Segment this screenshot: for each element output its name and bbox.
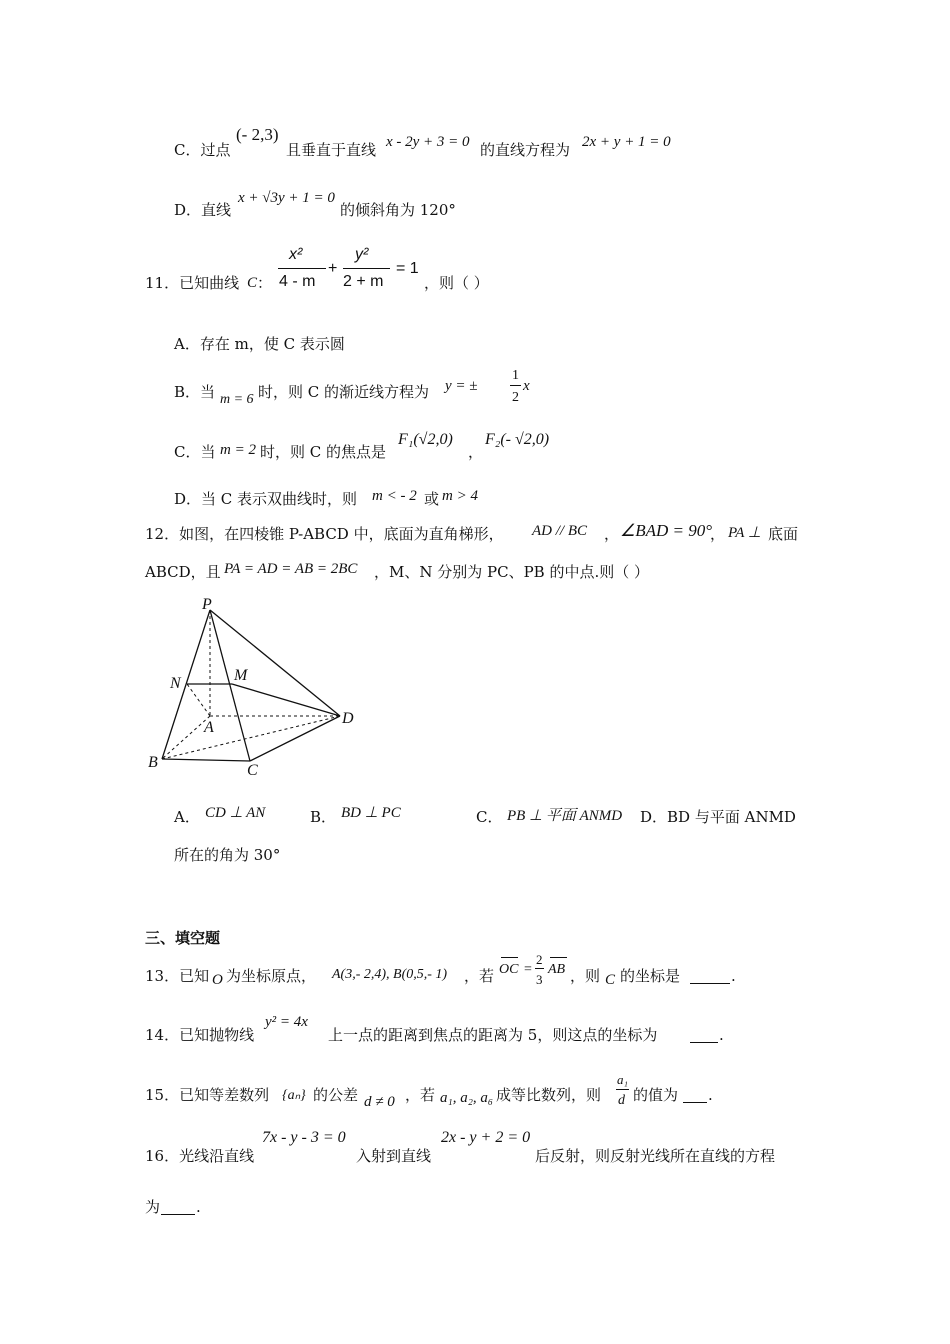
q11-option-d-pre: D．当 C 表示双曲线时，则 bbox=[174, 490, 358, 508]
q14-answer-blank[interactable] bbox=[690, 1028, 718, 1043]
q10-option-c-answer: 2x + y + 1 = 0 bbox=[582, 134, 671, 150]
q13-mid: 为坐标原点， bbox=[226, 967, 317, 985]
q11-frac1-den: 4 - m bbox=[279, 273, 316, 290]
q11-option-c-f2: F₂(- √2,0) bbox=[485, 431, 550, 448]
q13-vector-ab-arrow bbox=[550, 957, 567, 958]
q12-angle: ∠BAD = 90° bbox=[620, 521, 713, 540]
q12-option-a-expr: CD ⊥ AN bbox=[205, 805, 266, 821]
q11-option-b-pre: B．当 bbox=[174, 383, 216, 401]
q12-option-b-label: B． bbox=[310, 808, 337, 826]
q16-line2: 2x - y + 2 = 0 bbox=[441, 1129, 531, 1146]
q13-ruo: ，若 bbox=[464, 967, 495, 985]
q10-option-c-tail: 的直线方程为 bbox=[480, 141, 571, 159]
q15-mid3: 成等比数列，则 bbox=[496, 1086, 602, 1104]
q11-option-d-cond2: m > 4 bbox=[442, 488, 478, 504]
q15-num: a₁ bbox=[617, 1072, 629, 1087]
q15-mid: 的公差 bbox=[313, 1086, 359, 1104]
edge-cd bbox=[250, 716, 340, 761]
hidden-segment-bd bbox=[162, 716, 340, 759]
q13-den: 3 bbox=[536, 972, 543, 987]
q11-stem-suffix: ，则（ ） bbox=[424, 274, 489, 292]
q12-option-a-label: A． bbox=[174, 808, 200, 826]
q16-mid: 入射到直线 bbox=[356, 1147, 432, 1165]
q14-tail: 上一点的距离到焦点的距离为 5，则这点的坐标为 bbox=[328, 1026, 658, 1044]
q11-frac1-num: x² bbox=[289, 246, 303, 263]
q12-parallel: AD // BC bbox=[532, 523, 587, 539]
q10-option-c-point: (- 2,3) bbox=[236, 125, 279, 144]
q11-option-c-f1: F₁(√2,0) bbox=[398, 431, 453, 448]
q12-stem-line1-b: 底面 bbox=[768, 525, 799, 543]
q10-option-d-label: D．直线 bbox=[174, 201, 232, 219]
q11-equals: = 1 bbox=[396, 260, 419, 277]
q11-option-b-var: x bbox=[523, 378, 530, 394]
q11-option-b-den: 2 bbox=[512, 390, 519, 405]
q10-option-c-label: C．过点 bbox=[174, 141, 231, 159]
q12-sep1: ， bbox=[604, 525, 620, 543]
edge-bc bbox=[162, 759, 250, 761]
q13-num: 2 bbox=[536, 952, 543, 967]
q11-option-c-pre: C．当 bbox=[174, 443, 216, 461]
q16-answer-blank[interactable] bbox=[161, 1200, 195, 1215]
q13-tail: 的坐标是 bbox=[620, 967, 681, 985]
q13-eq: = bbox=[524, 962, 532, 977]
edge-pd bbox=[210, 610, 340, 716]
q13-vector-oc: OC bbox=[499, 962, 519, 977]
q11-option-d-or: 或 bbox=[424, 490, 440, 508]
q16-line2-pre: 为 bbox=[145, 1198, 161, 1216]
q13-vector-oc-arrow bbox=[501, 957, 518, 958]
q16-line1: 7x - y - 3 = 0 bbox=[262, 1129, 346, 1146]
q10-option-c-mid: 且垂直于直线 bbox=[286, 141, 377, 159]
q11-option-b-eq: y = ± bbox=[445, 378, 478, 394]
q12-perp: PA ⊥ bbox=[728, 525, 761, 541]
q12-option-c-expr: PB ⊥ 平面 ANMD bbox=[507, 808, 623, 824]
q11-curve-name: C bbox=[247, 275, 258, 291]
q11-option-c-cond: m = 2 bbox=[220, 442, 256, 458]
q15-cond: d ≠ 0 bbox=[364, 1094, 395, 1110]
q13-origin: O bbox=[212, 972, 223, 988]
q14-pre: 14．已知抛物线 bbox=[145, 1026, 255, 1044]
label-n: N bbox=[170, 675, 181, 692]
q11-plus: + bbox=[328, 260, 338, 277]
label-c: C bbox=[247, 762, 258, 779]
q11-option-b-cond: m = 6 bbox=[220, 392, 254, 407]
q12-option-d-cont: 所在的角为 30° bbox=[174, 846, 281, 864]
q15-frac-bar bbox=[616, 1089, 629, 1090]
q15-answer-blank[interactable] bbox=[683, 1088, 707, 1103]
q10-option-d-line: x + √3y + 1 = 0 bbox=[238, 190, 335, 206]
q13-points: A(3,- 2,4), B(0,5,- 1) bbox=[332, 967, 448, 982]
q13-vector-ab: AB bbox=[548, 962, 566, 977]
hidden-segment-an bbox=[187, 684, 210, 716]
q11-option-b-num: 1 bbox=[512, 368, 519, 383]
q11-frac1-bar bbox=[278, 268, 326, 269]
q11-stem-prefix: 11．已知曲线 bbox=[145, 274, 240, 292]
q14-dot: . bbox=[719, 1026, 724, 1044]
q15-seq: {aₙ} bbox=[282, 1088, 306, 1103]
q15-dot: . bbox=[708, 1086, 713, 1104]
q15-mid2: ，若 bbox=[405, 1086, 436, 1104]
q13-frac-bar bbox=[535, 968, 544, 969]
segment-md bbox=[232, 684, 340, 716]
q16-pre: 16．光线沿直线 bbox=[145, 1147, 255, 1165]
q11-option-d-cond1: m < - 2 bbox=[372, 488, 417, 504]
q14-eq: y² = 4x bbox=[265, 1014, 308, 1030]
q13-point-c: C bbox=[605, 972, 616, 988]
q11-option-a: A．存在 m，使 C 表示圆 bbox=[174, 335, 345, 353]
q11-option-b-mid: 时，则 C 的渐近线方程为 bbox=[258, 383, 430, 401]
q11-option-b-frac-bar bbox=[510, 385, 521, 386]
q12-option-d-label: D．BD 与平面 ANMD bbox=[640, 808, 796, 826]
q12-equality: PA = AD = AB = 2BC bbox=[224, 561, 358, 577]
q12-stem-line2-b: ，M、N 分别为 PC、PB 的中点.则（ ） bbox=[374, 563, 650, 581]
label-b: B bbox=[148, 754, 158, 771]
q15-den: d bbox=[618, 1093, 625, 1108]
q12-option-c-label: C． bbox=[476, 808, 503, 826]
q12-stem-line1-a: 12．如图，在四棱锥 P-ABCD 中，底面为直角梯形， bbox=[145, 525, 504, 543]
q13-answer-blank[interactable] bbox=[690, 969, 730, 984]
section-title: 三、填空题 bbox=[145, 929, 221, 947]
pyramid-figure bbox=[140, 592, 370, 782]
q11-frac2-num: y² bbox=[355, 246, 369, 263]
edge-pc bbox=[210, 610, 250, 761]
q11-stem-colon: ： bbox=[257, 274, 273, 292]
q11-option-c-mid: 时，则 C 的焦点是 bbox=[260, 443, 387, 461]
q12-stem-line2-a: ABCD，且 bbox=[145, 563, 221, 581]
q11-option-c-sep: ， bbox=[468, 443, 484, 461]
q15-pre: 15．已知等差数列 bbox=[145, 1086, 270, 1104]
label-a: A bbox=[204, 719, 214, 736]
q13-dot: . bbox=[731, 967, 736, 985]
q13-pre: 13．已知 bbox=[145, 967, 210, 985]
q12-sep2: ， bbox=[710, 525, 726, 543]
q12-option-b-expr: BD ⊥ PC bbox=[341, 805, 401, 821]
label-m: M bbox=[234, 667, 248, 684]
label-p: P bbox=[202, 596, 212, 613]
q10-option-d-tail: 的倾斜角为 120° bbox=[340, 201, 456, 219]
q13-mid2: ，则 bbox=[570, 967, 601, 985]
q16-dot: . bbox=[196, 1198, 201, 1216]
q15-tail: 的值为 bbox=[633, 1086, 679, 1104]
q15-terms: a₁, a₂, a₆ bbox=[440, 1090, 494, 1106]
q10-option-c-line: x - 2y + 3 = 0 bbox=[386, 134, 470, 150]
q11-frac2-den: 2 + m bbox=[343, 273, 384, 290]
q11-frac2-bar bbox=[343, 268, 390, 269]
q16-tail: 后反射，则反射光线所在直线的方程 bbox=[535, 1147, 776, 1165]
label-d: D bbox=[342, 710, 354, 727]
